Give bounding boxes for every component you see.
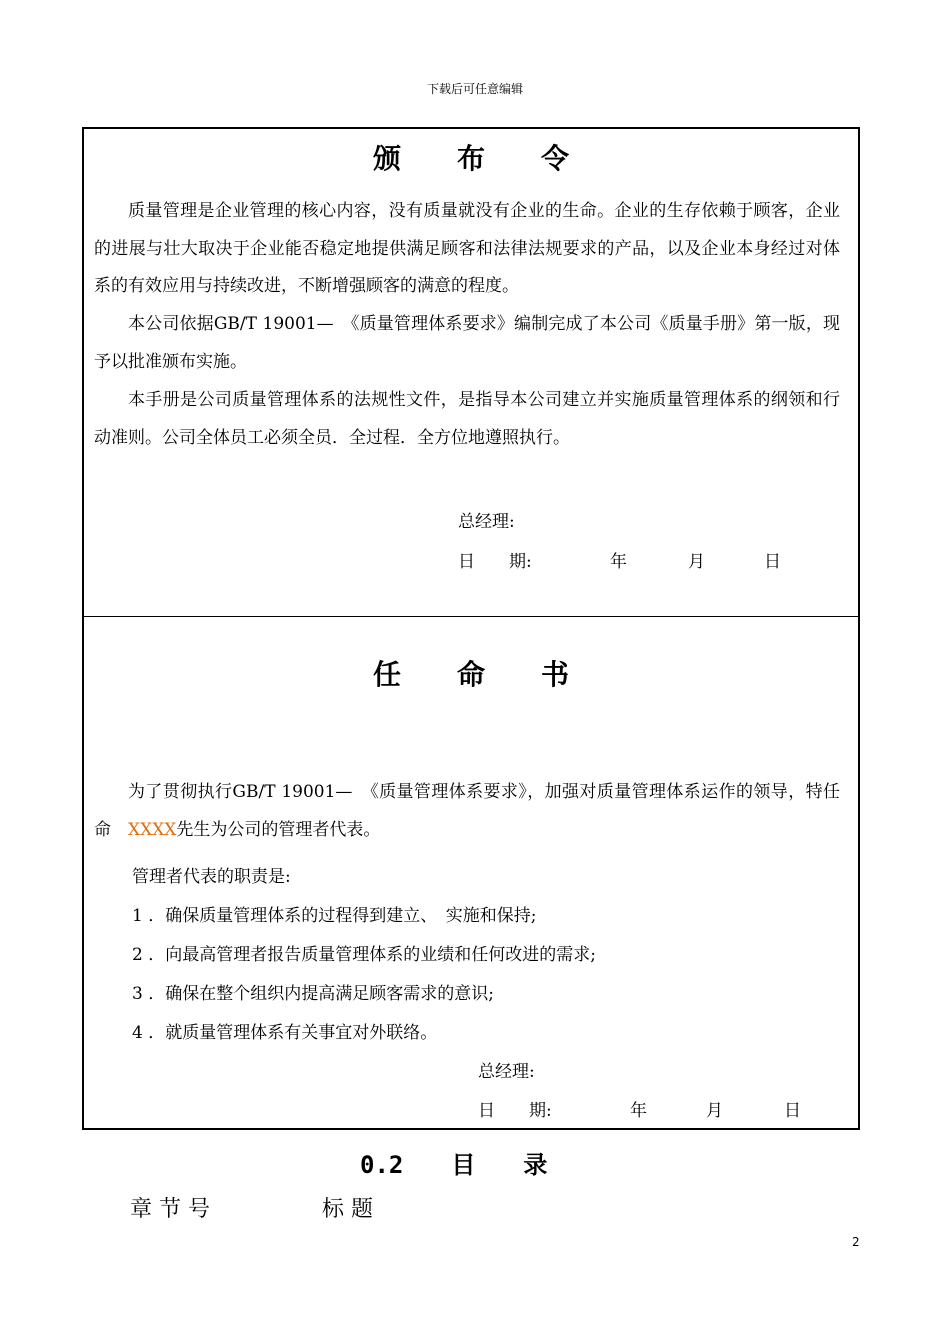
- promulgation-year-label: 年: [610, 552, 627, 572]
- toc-title: 0.2 目 录: [360, 1151, 548, 1179]
- appointment-signer-label: 总经理:: [478, 1062, 535, 1082]
- duties-label: 管理者代表的职责是:: [132, 867, 291, 887]
- promulgation-paragraph-2: 本公司依据GB/T 19001— 《质量管理体系要求》编制完成了本公司《质量手册》第一版，现予以批准颁布实施。: [94, 314, 840, 372]
- promulgation-day-label: 日: [764, 552, 781, 572]
- appointment-month-label: 月: [706, 1101, 723, 1121]
- duty-item-4: 4 ．就质量管理体系有关事宜对外联络。: [132, 1023, 438, 1043]
- appointment-paragraph: [94, 774, 840, 849]
- promulgation-paragraph-3: 本手册是公司质量管理体系的法规性文件，是指导本公司建立并实施质量管理体系的纲领和行动准则。公司全体员工必须全员．全过程．全方位地遵照执行。: [94, 390, 840, 448]
- appointment-day-label: 日: [784, 1101, 801, 1121]
- duty-item-2: 2 ．向最高管理者报告质量管理体系的业绩和任何改进的需求;: [132, 945, 596, 965]
- promulgation-month-label: 月: [688, 552, 705, 572]
- promulgation-title: 颁 布 令: [372, 142, 569, 175]
- duty-item-1: 1 ．确保质量管理体系的过程得到建立、 实施和保持;: [132, 906, 537, 926]
- appointee-name: XXXX: [128, 819, 177, 840]
- promulgation-paragraph-1: 质量管理是企业管理的核心内容，没有质量就没有企业的生命。企业的生存依赖于顾客，企业的进展与壮大取决于企业能否稳定地提供满足顾客和法律法规要求的产品，以及企业本身经过对体系的有效应用与持续改进，不断增强顾客的满意的程度。: [94, 201, 840, 296]
- toc-column-chapter: 章 节 号: [130, 1197, 210, 1222]
- promulgation-signer-label: 总经理:: [458, 512, 515, 532]
- header-note: 下载后可任意编辑: [426, 82, 523, 96]
- document-frame: [82, 127, 860, 1130]
- appointment-date-label: 日 期:: [478, 1101, 552, 1121]
- appointment-text-before: 为了贯彻执行GB/T 19001— 《质量管理体系要求》，加强对质量管理体系运作的领导，特任命: [94, 782, 840, 840]
- section-divider: [84, 616, 858, 617]
- page-number: 2: [852, 1235, 860, 1249]
- duty-item-3: 3 ．确保在整个组织内提高满足顾客需求的意识;: [132, 984, 494, 1004]
- toc-column-title: 标 题: [322, 1197, 373, 1222]
- appointment-text-after: 先生为公司的管理者代表。: [176, 819, 381, 840]
- appointment-title: 任 命 书: [372, 658, 569, 691]
- appointment-year-label: 年: [630, 1101, 647, 1121]
- promulgation-date-label: 日 期:: [458, 552, 532, 572]
